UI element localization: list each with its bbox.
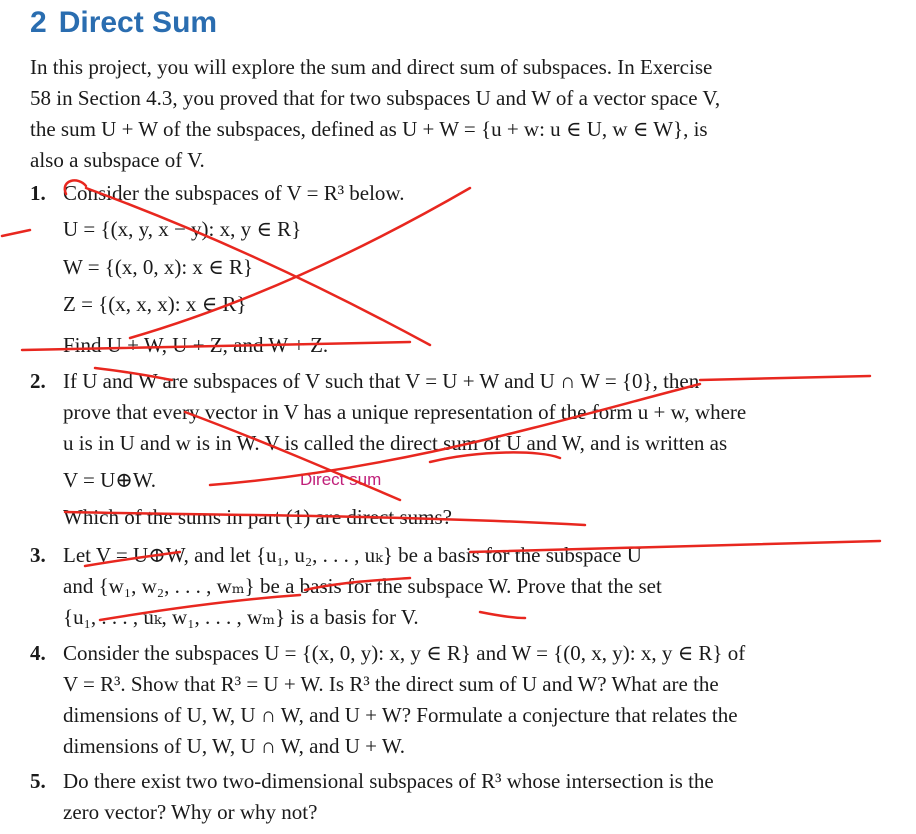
- exercise-number: 4.: [30, 641, 46, 665]
- exercise-3-line: and {w₁, w₂, . . . , wₘ} be a basis for the subspace W. Prove that the set: [63, 574, 662, 598]
- exercise-number: 3.: [30, 543, 46, 567]
- strike-mark: [2, 230, 30, 236]
- exercise-2-line: prove that every vector in V has a unique representation of the form u + w, where: [63, 400, 747, 424]
- handwritten-annotation: Direct sum: [300, 470, 382, 489]
- exercise-number: 1.: [30, 181, 46, 205]
- exercise-5: [30, 766, 878, 828]
- intro-line: also a subspace of V.: [30, 148, 205, 172]
- exercise-4-line: Consider the subspaces U = {(x, 0, y): x, y ∈ R} and W = {(0, x, y): x, y ∈ R} of: [63, 641, 746, 665]
- intro-line: In this project, you will explore the sum and direct sum of subspaces. In Exercise: [30, 55, 713, 79]
- exercise-number: 2.: [30, 369, 46, 393]
- exercise-4-line: dimensions of U, W, U ∩ W, and U + W.: [63, 734, 406, 758]
- exercise-2-question: Which of the sums in part (1) are direct sums?: [63, 505, 452, 529]
- exercise-1-task: Find U + W, U + Z, and W + Z.: [63, 333, 329, 357]
- exercise-5-line: Do there exist two two-dimensional subspaces of R³ whose intersection is the: [63, 769, 714, 793]
- exercise-2-line: If U and W are subspaces of V such that V = U + W and U ∩ W = {0}, then: [63, 369, 700, 393]
- exercise-2-line: u is in U and w is in W. V is called the direct sum of U and W, and is written as: [63, 431, 728, 455]
- exercise-1: [30, 178, 878, 209]
- exercise-3: [30, 540, 878, 633]
- intro-line: the sum U + W of the subspaces, defined as U + W = {u + w: u ∈ U, w ∈ W}, is: [30, 117, 708, 141]
- exercise-4-line: V = R³. Show that R³ = U + W. Is R³ the direct sum of U and W? What are the: [63, 672, 719, 696]
- exercise-4: [30, 638, 878, 762]
- intro-paragraph: [30, 52, 878, 176]
- exercise-5-line: zero vector? Why or why not?: [63, 800, 318, 824]
- exercise-2-line: V = U⊕W.: [63, 468, 157, 492]
- exercise-3-line: Let V = U⊕W, and let {u₁, u₂, . . . , uₖ} be a basis for the subspace U: [63, 543, 642, 567]
- exercise-2: [30, 366, 878, 533]
- intro-line: 58 in Section 4.3, you proved that for two subspaces U and W of a vector space V,: [30, 86, 721, 110]
- subspace-w-def: W = {(x, 0, x): x ∈ R}: [63, 255, 254, 279]
- exercise-number: 5.: [30, 769, 46, 793]
- section-title: Direct Sum: [58, 6, 218, 39]
- section-heading: [30, 6, 217, 40]
- section-number: 2: [30, 6, 47, 39]
- exercise-4-line: dimensions of U, W, U ∩ W, and U + W? Formulate a conjecture that relates the: [63, 703, 738, 727]
- exercise-3-line: {u₁, . . . , uₖ, w₁, . . . , wₘ} is a basis for V.: [63, 605, 419, 629]
- subspace-z-def: Z = {(x, x, x): x ∈ R}: [63, 292, 247, 316]
- exercise-1-lead: Consider the subspaces of V = R³ below.: [63, 181, 405, 205]
- subspace-u-def: U = {(x, y, x − y): x, y ∈ R}: [63, 217, 302, 241]
